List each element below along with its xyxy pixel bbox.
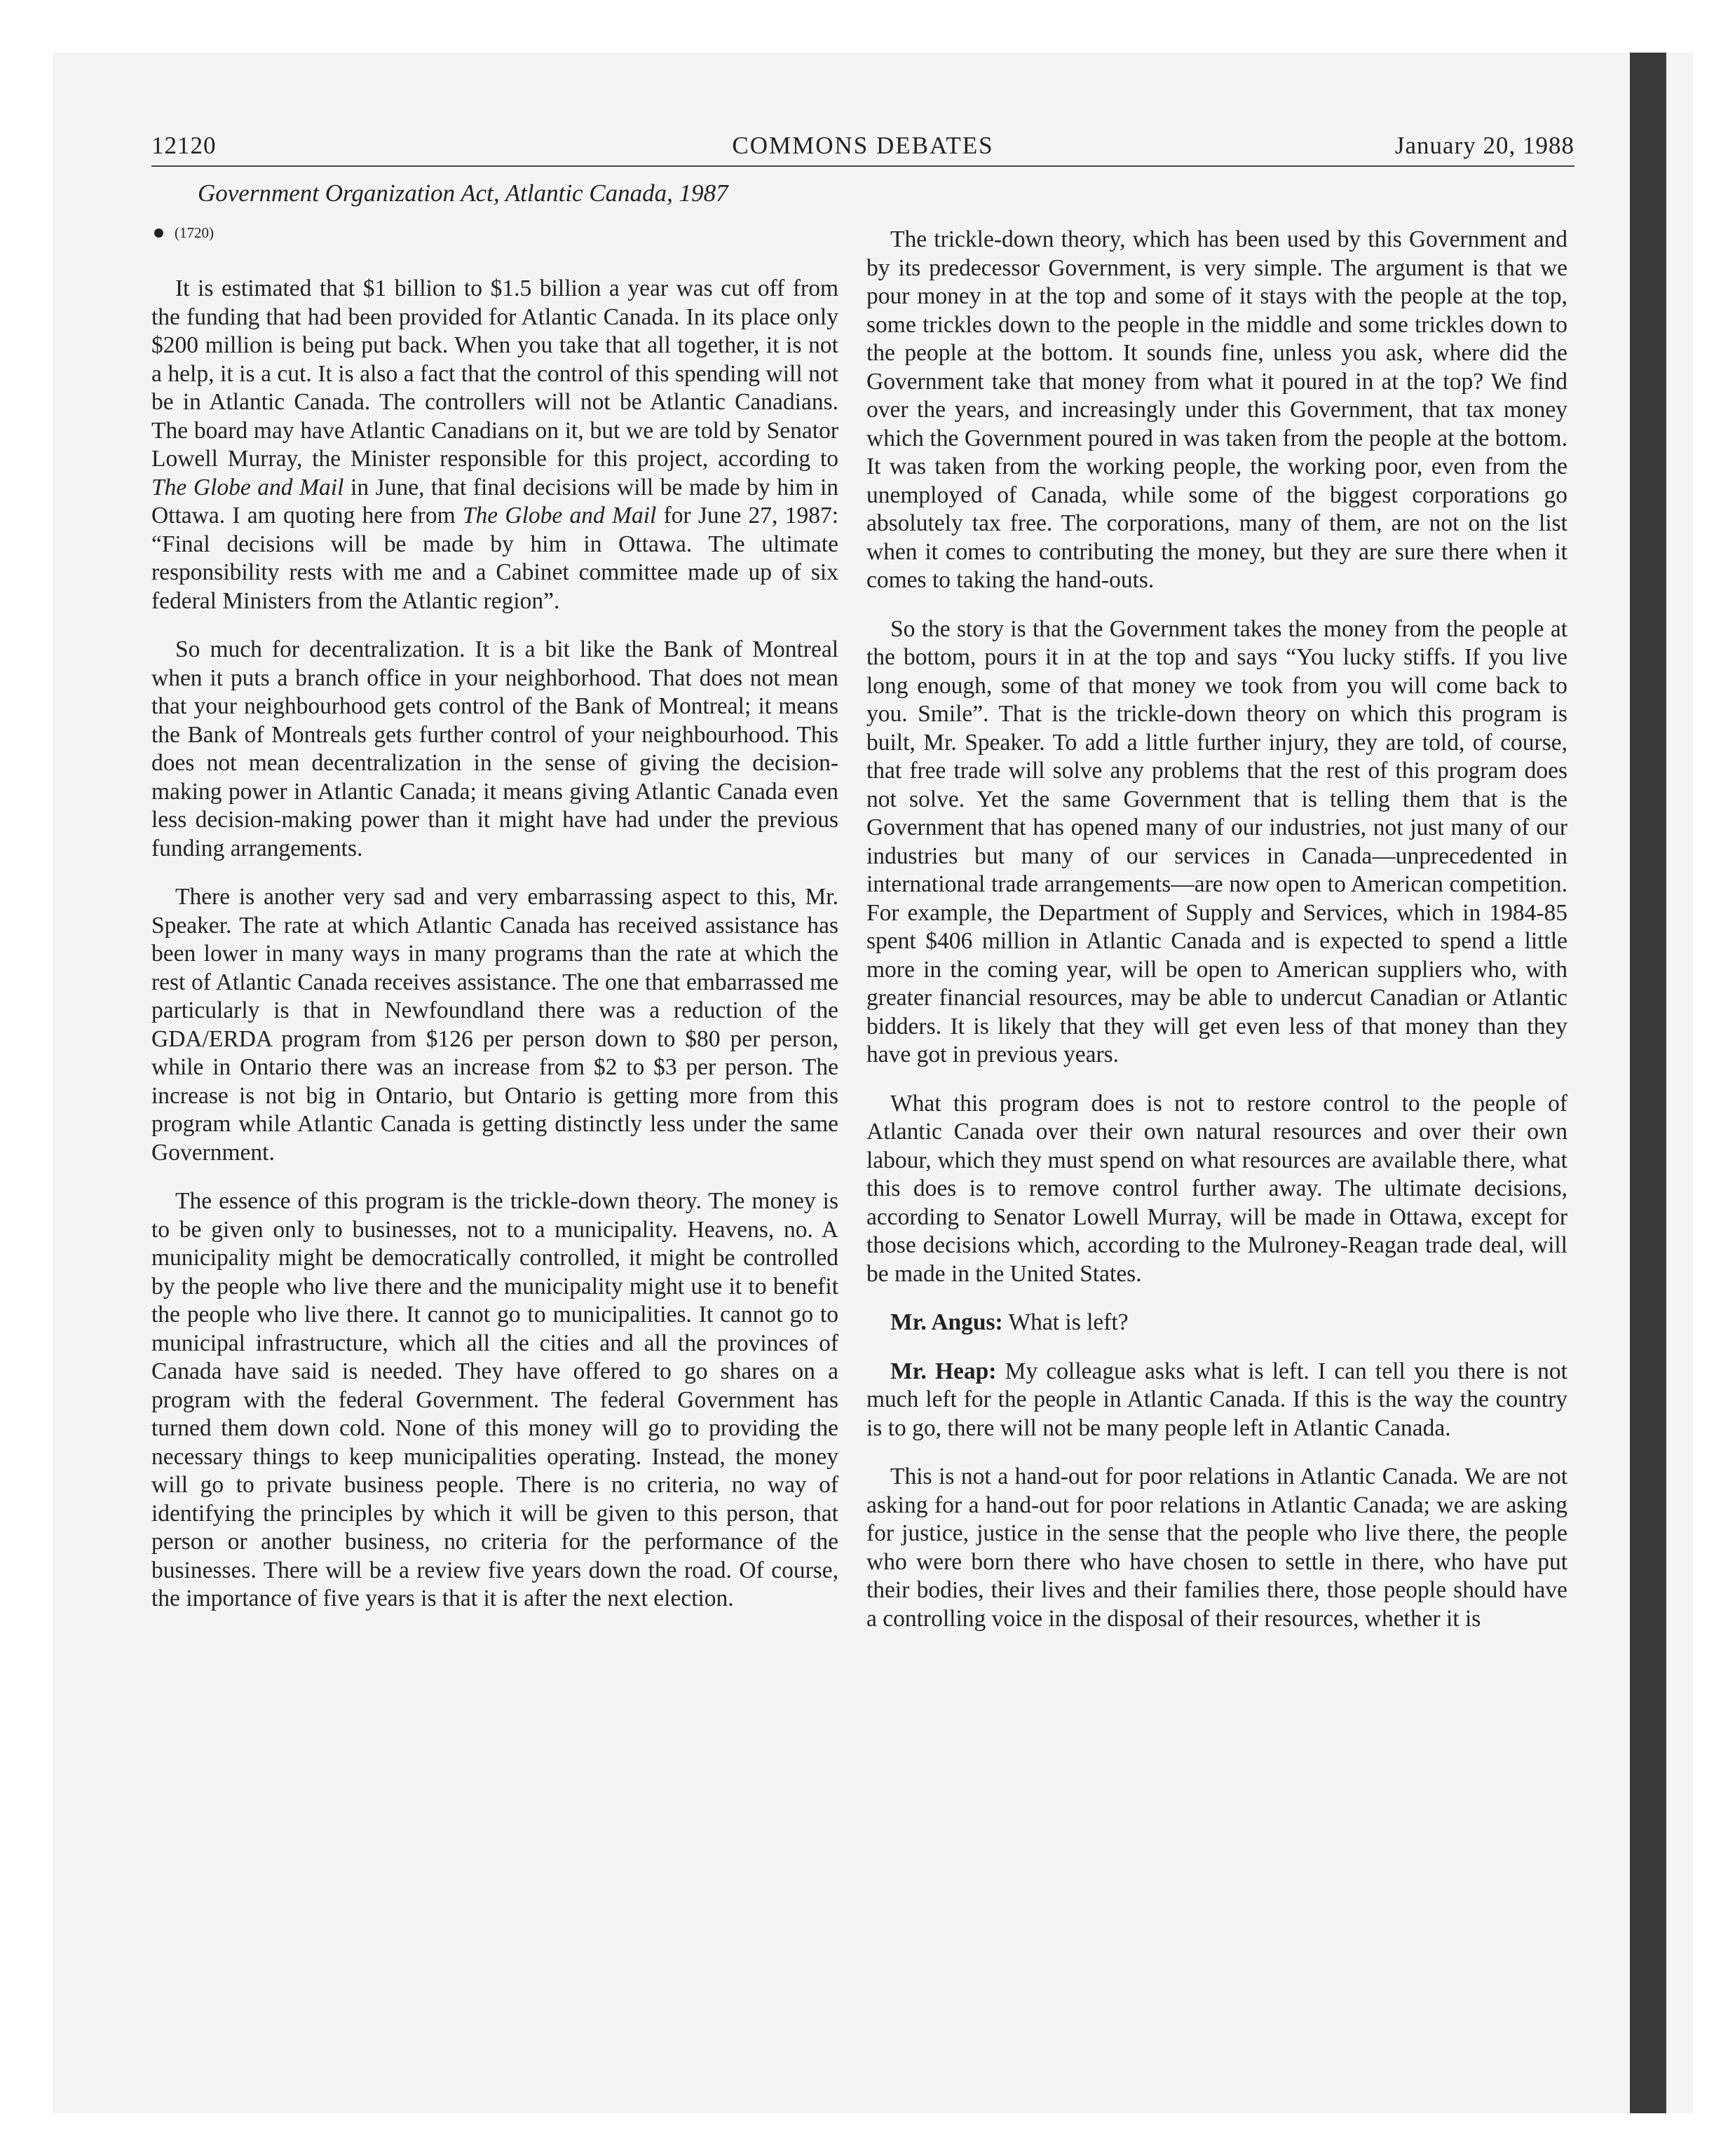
- paragraph: This is not a hand-out for poor relations in Atlantic Canada. We are not asking for a hand-out for poor relations in Atlantic Canada; we are asking for justice, justice in the sense that the people who live there, the people who were born there who have chosen to settle in there, who have put their bodies, their lives and their families there, those people should have a controlling voice in the disposal of their resources, whether it is: [866, 1464, 1567, 1632]
- publication-title: COMMONS DEBATES: [732, 132, 994, 159]
- header-rule: [151, 165, 1574, 167]
- time-marker: [154, 224, 214, 242]
- paragraph: The essence of this program is the trickle-down theory. The money is to be given only to businesses, not to a municipality. Heavens, no. A municipality might be democratically controlled, it might be controlled by the people who live there and the municipality might use it to benefit the people who live there. It cannot go to municipalities. It cannot go to municipal infrastructure, which all the cities and all the provinces of Canada have said is needed. They have offered to go shares on a program with the federal Government. The federal Government has turned them down cold. None of this money will go to providing the necessary things to keep municipalities operating. Instead, the money will go to private business people. There is no criteria, no way of identifying the principles by which it will be given to this person, that person or another business, no criteria for the performance of the businesses. There will be a review five years down the road. Of course, the importance of five years is that it is after the next election.: [151, 1188, 838, 1611]
- paragraph: It is estimated that $1 billion to $1.5 billion a year was cut off from the funding that had been provided for Atlantic Canada. In its place only $200 million is being put back. When you take that all together, it is not a help, it is a cut. It is also a fact that the control of this spending will not be in Atlantic Canada. The controllers will not be Atlantic Canadians. The board may have Atlantic Canadians on it, but we are told by Senator Lowell Murray, the Minister responsible for this project, according to The Globe and Mail in June, that final decisions will be made by him in Ottawa. I am quoting here from The Globe and Mail for June 27, 1987: “Final decisions will be made by him in Ottawa. The ultimate responsibility rests with me and a Cabinet committee made up of six federal Ministers from the Atlantic region”.: [151, 275, 839, 614]
- scan-edge-shadow: [1630, 53, 1666, 2113]
- running-header: [151, 132, 1574, 167]
- page-date: January 20, 1988: [1394, 132, 1574, 159]
- left-column: [151, 275, 838, 1613]
- speaker-name: Mr. Heap:: [890, 1358, 997, 1384]
- publication-citation: The Globe and Mail: [462, 503, 657, 528]
- paragraph: The trickle-down theory, which has been used by this Government and by its predecessor Government, is very simple. The argument is that we pour money in at the top and some of it stays with the people at the top, some trickles down to the people in the middle and some trickles down to the people at the bottom. It sounds fine, unless you ask, where did the Government take that money from what it poured in at the top? We find over the years, and increasingly under this Government, that tax money which the Government poured in was taken from the people at the bottom. It was taken from the working people, the working poor, even from the unemployed of Canada, while some of the biggest corporations go absolutely tax free. The corporations, many of them, are not on the list when it comes to contributing the money, but they are sure there when it comes to taking the hand-outs.: [866, 226, 1567, 593]
- paragraph: There is another very sad and very embarrassing aspect to this, Mr. Speaker. The rate at which Atlantic Canada has received assistance has been lower in many ways in many programs than the rate at which the rest of Atlantic Canada receives assistance. The one that embarrassed me particularly is that in Newfoundland there was a reduction of the GDA/ERDA program from $126 per person down to $80 per person, while in Ontario there was an increase from $2 to $3 per person. The increase is not big in Ontario, but Ontario is getting more from this program while Atlantic Canada is getting distinctly less under the same Government.: [151, 884, 838, 1166]
- right-column: [866, 226, 1567, 1633]
- bullet-icon: [154, 228, 163, 238]
- paragraph: What this program does is not to restore control to the people of Atlantic Canada over their own natural resources and over their own labour, which they must spend on what resources are available there, what this does is to remove control further away. The ultimate decisions, according to Senator Lowell Murray, will be made in Ottawa, except for those decisions which, according to the Mulroney-Reagan trade deal, will be made in the United States.: [866, 1090, 1567, 1287]
- paragraph: So much for decentralization. It is a bit like the Bank of Montreal when it puts a branch office in your neighborhood. That does not mean that your neighbourhood gets control of the Bank of Montreal; it means the Bank of Montreals gets further control of your neighbourhood. This does not mean decentralization in the sense of giving the decision-making power in Atlantic Canada; it means giving Atlantic Canada even less decision-making power than it might have had under the previous funding arrangements.: [151, 636, 838, 861]
- time-marker-label: (1720): [175, 224, 214, 241]
- speaker-paragraph: Mr. Heap: My colleague asks what is left. I can tell you there is not much left for the people in Atlantic Canada. If this is the way the country is to go, there will not be many people left in Atlantic Canada.: [866, 1358, 1567, 1441]
- speaker-paragraph: Mr. Angus: What is left?: [890, 1309, 1129, 1335]
- speaker-name: Mr. Angus:: [890, 1309, 1003, 1335]
- publication-citation: The Globe and Mail: [151, 474, 344, 500]
- paragraph: So the story is that the Government takes the money from the people at the bottom, pours it in at the top and says “You lucky stiffs. If you live long enough, some of that money we took from you will come back to you. Smile”. That is the trickle-down theory on which this program is built, Mr. Speaker. To add a little further injury, they are told, of course, that free trade will solve any problems that the rest of this program does not solve. Yet the same Government that is telling them that is the Government that has opened many of our industries, not just many of our industries but many of our services in Canada—unprecedented in international trade arrangements—are now open to American competition. For example, the Department of Supply and Services, which in 1984-85 spent $406 million in Atlantic Canada and is expected to spend a little more in the coming year, will be open to American suppliers who, with greater financial resources, may be able to undercut Canadian or Atlantic bidders. It is likely that they will get even less of that money than they have got in previous years.: [866, 615, 1567, 1067]
- bill-subheading: Government Organization Act, Atlantic Canada, 1987: [198, 179, 728, 207]
- page-number: 12120: [151, 132, 217, 159]
